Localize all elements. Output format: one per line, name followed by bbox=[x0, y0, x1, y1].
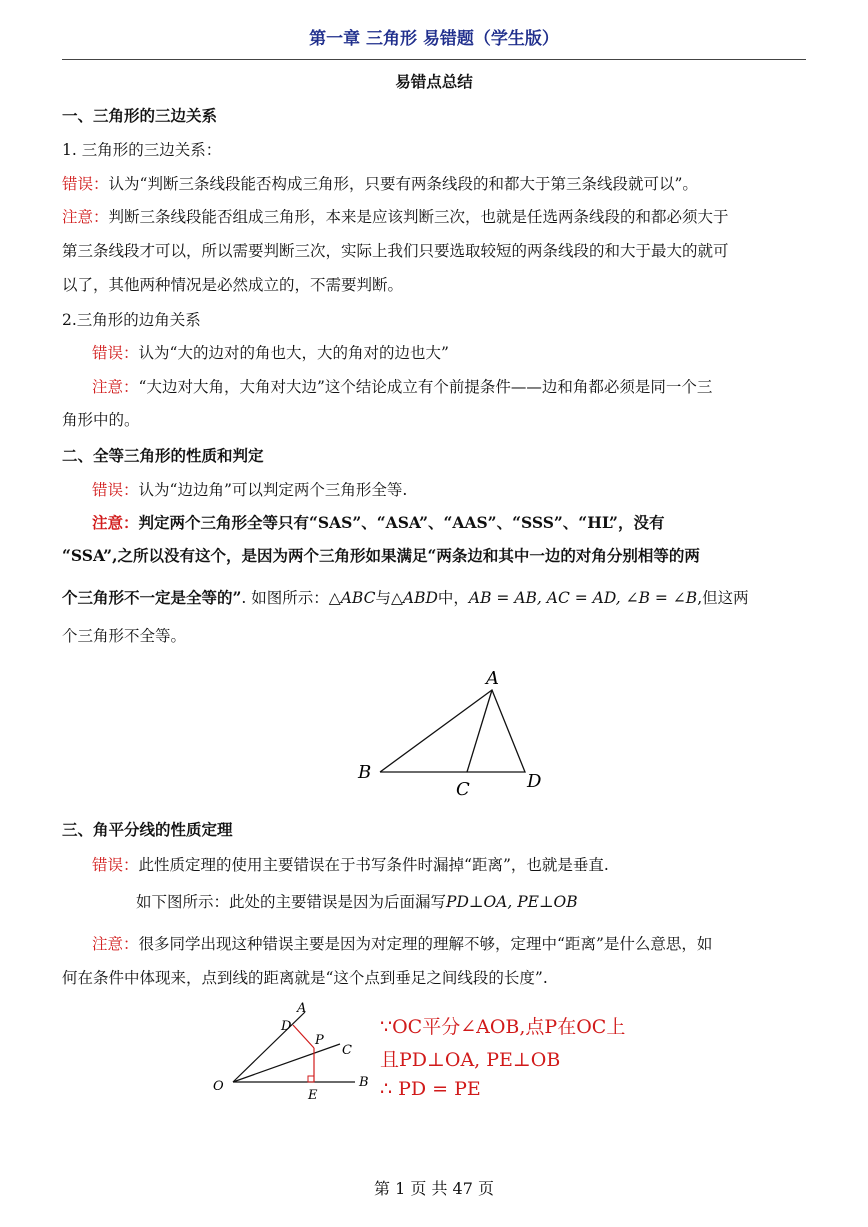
ray-oa bbox=[233, 1012, 305, 1082]
label-p: P bbox=[315, 1033, 324, 1048]
proof-line1: ∵OC平分∠AOB,点P在OC上 bbox=[380, 1016, 626, 1038]
note-text: 中， bbox=[437, 589, 469, 607]
page-header-title: 第一章 三角形 易错题（学生版） bbox=[309, 29, 559, 49]
angle-bisector-figure bbox=[205, 998, 380, 1103]
label-d: D bbox=[281, 1019, 292, 1034]
section1-note2-line1 bbox=[62, 377, 836, 397]
summary-title: 易错点总结 bbox=[395, 73, 473, 91]
math-perpendiculars: PD⊥OA, PE⊥OB bbox=[446, 893, 578, 911]
triangle-figure bbox=[350, 660, 560, 805]
note-text: 判定两个三角形全等只有“SAS”、“ASA”、“AAS”、“SSS”、“HL”，没有 bbox=[138, 513, 665, 532]
label-a: A bbox=[486, 668, 499, 689]
note-text: “大边对大角，大角对大边”这个结论成立有个前提条件——边和角都必须是同一个三 bbox=[138, 378, 713, 396]
section1-error2 bbox=[62, 343, 836, 363]
section2-note-line3 bbox=[62, 588, 806, 608]
error-label: 错误： bbox=[62, 175, 109, 193]
section2-heading: 二、全等三角形的性质和判定 bbox=[62, 447, 264, 465]
section1-heading: 一、三角形的三边关系 bbox=[62, 107, 218, 125]
note-text: 与 bbox=[375, 589, 391, 607]
segment-pd bbox=[293, 1025, 314, 1048]
error-text: 认为“判断三条线段能否构成三角形，只要有两条线段的和都大于第三条线段就可以”。 bbox=[108, 175, 698, 193]
section1-note1-line3: 以了，其他两种情况是必然成立的，不需要判断。 bbox=[62, 276, 404, 294]
note-text: 很多同学出现这种错误主要是因为对定理的理解不够，定理中“距离”是什么意思，如 bbox=[138, 935, 713, 953]
section2-error bbox=[62, 480, 836, 500]
math-triangle-abc: △ABC bbox=[328, 589, 376, 607]
section3-heading: 三、角平分线的性质定理 bbox=[62, 821, 233, 839]
page-number: 第 1 页 共 47 页 bbox=[374, 1179, 494, 1198]
error-label: 错误： bbox=[92, 481, 139, 499]
note-text: 判断三条线段能否组成三角形，本来是应该判断三次，也就是任选两条线段的和都必须大于 bbox=[108, 208, 729, 226]
label-c: C bbox=[342, 1043, 352, 1058]
section3-note-line1 bbox=[62, 934, 836, 954]
ray-oc bbox=[233, 1044, 340, 1082]
section3-example bbox=[62, 892, 868, 912]
proof-line3: ∴ PD = PE bbox=[380, 1078, 481, 1100]
error-text: 认为“边边角”可以判定两个三角形全等. bbox=[138, 481, 408, 499]
note-text: ,但这两 bbox=[697, 589, 749, 607]
section3-note-line2: 何在条件中体现来，点到线的距离就是“这个点到垂足之间线段的长度”. bbox=[62, 969, 548, 987]
error-label: 错误： bbox=[92, 856, 139, 874]
header-divider bbox=[62, 59, 806, 60]
section1-note2-line2: 角形中的。 bbox=[62, 411, 140, 429]
label-a: A bbox=[297, 1001, 307, 1016]
math-conditions: AB = AB, AC = AD, ∠B = ∠B bbox=[468, 589, 698, 607]
label-d: D bbox=[527, 771, 542, 792]
label-b: B bbox=[358, 762, 372, 783]
label-o: O bbox=[213, 1079, 224, 1094]
section2-note-line2: “SSA”,之所以没有这个，是因为两个三角形如果满足“两条边和其中一边的对角分别相等的两 bbox=[62, 546, 700, 565]
error-text: 认为“大的边对的角也大，大的角对的边也大” bbox=[138, 344, 449, 362]
section3-error bbox=[62, 855, 836, 875]
note-label: 注意： bbox=[92, 935, 139, 953]
note-text: . 如图所示： bbox=[241, 589, 329, 607]
proof-line2: 且PD⊥OA, PE⊥OB bbox=[380, 1049, 561, 1071]
right-angle-mark bbox=[308, 1076, 314, 1082]
label-c: C bbox=[456, 779, 470, 800]
section2-note-line1 bbox=[62, 513, 836, 533]
note-label: 注意： bbox=[92, 513, 139, 532]
note-bold-text: 个三角形不一定是全等的” bbox=[62, 588, 242, 607]
error-label: 错误： bbox=[92, 344, 139, 362]
example-text: 如下图所示：此处的主要错误是因为后面漏写 bbox=[136, 893, 447, 911]
section1-note1-line1 bbox=[62, 207, 806, 227]
note-label: 注意： bbox=[92, 378, 139, 396]
segment-ac bbox=[467, 690, 492, 772]
note-label: 注意： bbox=[62, 208, 109, 226]
section1-note1-line2: 第三条线段才可以，所以需要判断三次，实际上我们只要选取较短的两条线段的和大于最大的就可 bbox=[62, 242, 729, 260]
section1-sub2: 2.三角形的边角关系 bbox=[62, 311, 201, 329]
section1-error1 bbox=[62, 174, 806, 194]
section2-note-line4: 个三角形不全等。 bbox=[62, 627, 187, 645]
label-b: B bbox=[359, 1075, 369, 1090]
triangle-abd-outline bbox=[380, 690, 525, 772]
section1-sub1: 1. 三角形的三边关系： bbox=[62, 141, 222, 159]
error-text: 此性质定理的使用主要错误在于书写条件时漏掉“距离”，也就是垂直. bbox=[138, 856, 609, 874]
label-e: E bbox=[308, 1088, 318, 1103]
math-triangle-abd: △ABD bbox=[390, 589, 438, 607]
